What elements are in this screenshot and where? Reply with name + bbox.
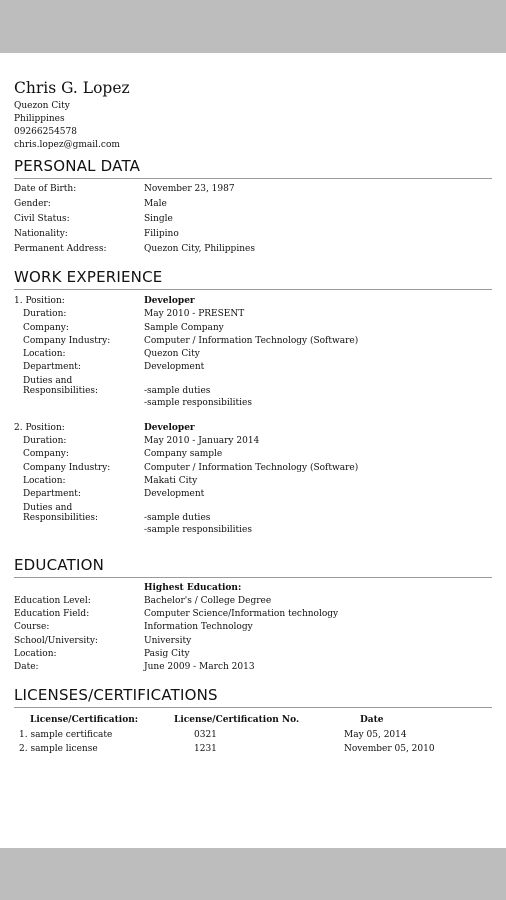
bottom-bar [0,848,506,900]
license-date: May 05, 2014 [344,730,407,741]
job-department-row [14,488,492,501]
education-row [14,635,492,648]
education-value: Information Technology [144,622,253,633]
duty-item: -sample duties [144,512,211,523]
licenses-table [14,711,492,756]
education-subheading: Highest Education: [144,582,242,593]
duration-label: Duration: [23,436,67,447]
duties-value [144,502,492,536]
job-duration-row [14,435,492,448]
job-company-row [14,448,492,461]
personal-value: Single [144,214,173,224]
department-value: Development [144,489,205,500]
license-number: 1231 [194,743,217,754]
column-header: Date [360,714,384,725]
contact-email: chris.lopez@gmail.com [14,140,120,150]
table-header-row [14,711,492,729]
education-row [14,608,492,621]
personal-value: Filipino [144,229,179,239]
industry-value: Computer / Information Technology (Software) [144,462,359,473]
company-value: Company sample [144,449,223,460]
job-duties-row [14,375,492,409]
personal-value: November 23, 1987 [144,184,235,194]
duty-item: -sample responsibilities [144,524,252,535]
job-industry-row [14,335,492,348]
license-number: 0321 [194,730,217,741]
work-experience-section [14,267,492,536]
personal-row [14,197,492,212]
education-label: School/University: [14,635,98,646]
company-value: Sample Company [144,322,224,333]
job-location-row [14,475,492,488]
contact-country: Philippines [14,114,65,124]
personal-label: Permanent Address: [14,244,107,254]
personal-row [14,182,492,197]
personal-label: Date of Birth: [14,184,77,194]
education-value: Pasig City [144,649,190,660]
education-value: June 2009 - March 2013 [144,662,255,673]
duty-item: -sample responsibilities [144,397,252,408]
licenses-section [14,685,492,756]
duties-label [14,375,144,409]
section-title-work: WORK EXPERIENCE [14,267,492,290]
duties-label [14,502,144,536]
duties-label-line1: Duties and [23,375,73,386]
section-title-personal: PERSONAL DATA [14,156,492,179]
job-duties-row [14,502,492,536]
job-duration-row [14,308,492,321]
personal-row [14,242,492,257]
personal-data-section [14,156,492,257]
section-title-licenses: LICENSES/CERTIFICATIONS [14,685,492,708]
education-label: Course: [14,622,50,633]
duties-label-line2: Responsibilities: [23,385,99,396]
company-label: Company: [23,322,69,333]
industry-label: Company Industry: [23,335,111,346]
personal-label: Nationality: [14,229,68,239]
contact-city: Quezon City [14,101,70,111]
top-bar [0,0,506,53]
job-entry [14,422,492,536]
education-label: Location: [14,649,57,660]
education-label: Education Level: [14,595,91,606]
section-title-education: EDUCATION [14,555,492,578]
license-name: 1. sample certificate [19,730,113,741]
education-value: Computer Science/Information technology [144,609,339,620]
education-value: University [144,635,192,646]
duties-label-line1: Duties and [23,502,73,513]
duties-value [144,375,492,409]
resume-document [14,76,492,756]
table-row [14,729,492,743]
job-location-row [14,348,492,361]
personal-label: Gender: [14,199,51,209]
education-row [14,621,492,634]
education-subheading-row [14,582,492,595]
personal-value: Male [144,199,167,209]
job-company-row [14,322,492,335]
license-date: November 05, 2010 [344,743,435,754]
personal-label: Civil Status: [14,214,70,224]
contact-phone: 09266254578 [14,127,77,137]
personal-row [14,212,492,227]
license-name: 2. sample license [19,743,98,754]
job-industry-row [14,462,492,475]
position-value: Developer [144,296,195,306]
location-label: Location: [23,349,66,360]
position-value: Developer [144,422,195,433]
duty-item: -sample duties [144,385,211,396]
column-header: License/Certification No. [174,714,300,725]
position-label: 2. Position: [14,422,65,433]
column-header: License/Certification: [30,714,139,725]
job-position-row [14,422,492,435]
applicant-name: Chris G. Lopez [14,79,130,97]
duties-label-line2: Responsibilities: [23,512,99,523]
industry-value: Computer / Information Technology (Software) [144,335,359,346]
duration-label: Duration: [23,309,67,320]
job-position-row [14,295,492,308]
education-value: Bachelor's / College Degree [144,595,272,606]
personal-row [14,227,492,242]
education-label: Date: [14,662,39,673]
duration-value: May 2010 - January 2014 [144,436,260,447]
department-value: Development [144,362,205,373]
education-row [14,648,492,661]
table-row [14,742,492,756]
location-value: Makati City [144,475,198,486]
resume-header [14,78,492,152]
education-row [14,661,492,674]
department-label: Department: [23,362,81,373]
education-section [14,555,492,675]
education-row [14,595,492,608]
location-label: Location: [23,475,66,486]
education-label: Education Field: [14,609,90,620]
company-label: Company: [23,449,69,460]
duration-value: May 2010 - PRESENT [144,309,245,320]
job-department-row [14,361,492,374]
department-label: Department: [23,489,81,500]
position-label: 1. Position: [14,296,65,306]
personal-value: Quezon City, Philippines [144,244,255,254]
job-entry [14,295,492,409]
industry-label: Company Industry: [23,462,111,473]
location-value: Quezon City [144,349,200,360]
